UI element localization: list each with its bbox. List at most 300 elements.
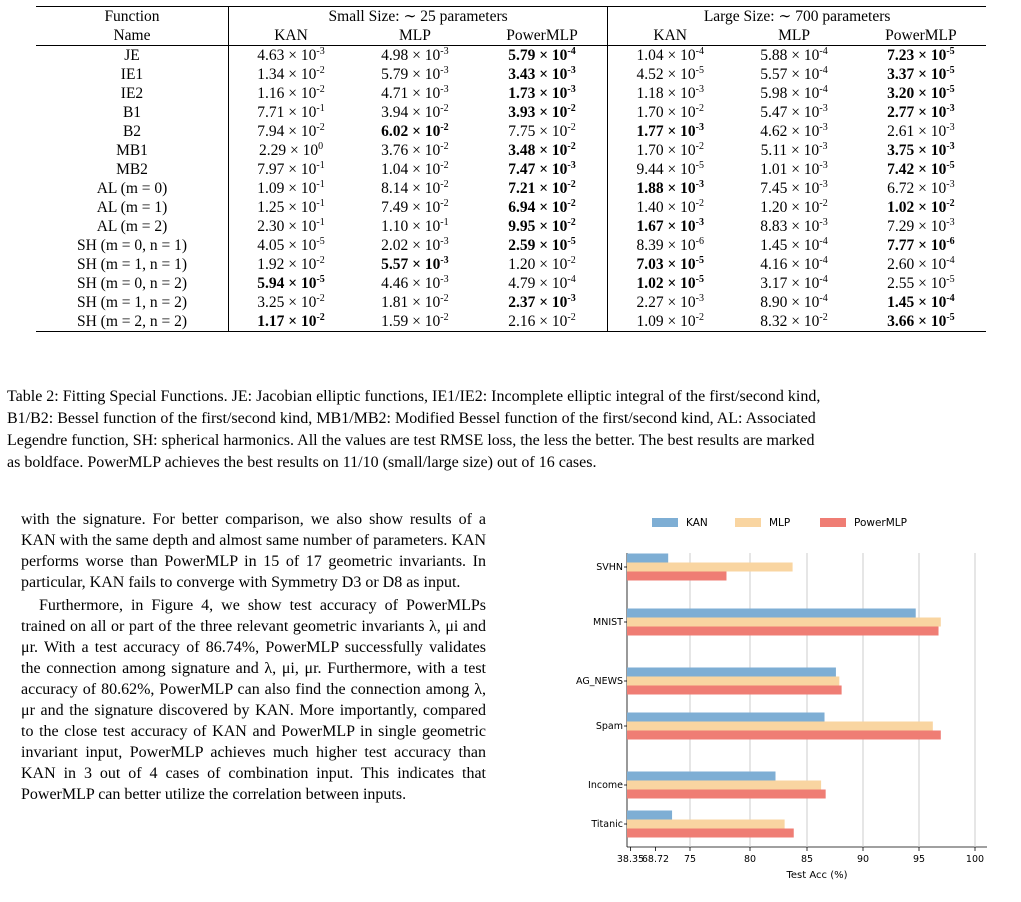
accuracy-chart — [560, 505, 1020, 895]
bar-mlp — [627, 781, 821, 790]
mantissa: 1.40 — [636, 199, 664, 216]
mantissa: 5.79 — [508, 47, 536, 64]
mantissa: 1.81 — [381, 294, 409, 311]
value-cell: $4.79 \times 10^{-4}$ — [477, 274, 608, 293]
exponent: -2 — [695, 103, 704, 114]
function-name-cell: AL (m = 1) — [36, 198, 229, 217]
value-cell: $7.23 \times 10^{-5}$ — [887, 46, 955, 64]
exponent: -3 — [819, 217, 828, 228]
exponent: -6 — [946, 236, 955, 247]
mantissa: 7.42 — [887, 161, 915, 178]
mantissa: 5.98 — [760, 85, 788, 102]
value-cell: $5.47 \times 10^{-3}$ — [760, 103, 828, 121]
value-cell: $1.18 \times 10^{-3}$ — [636, 84, 704, 102]
mantissa: 2.60 — [887, 256, 915, 273]
mantissa: 4.98 — [381, 47, 409, 64]
mantissa: 7.97 — [257, 161, 285, 178]
paragraph: Furthermore, in Figure 4, we show test accuracy of PowerMLPs trained on all or part of the three relevant geometric invariants λ, μi and μr. With a test accuracy of 86.74%, PowerMLP successfully validates the connection among signature and λ, μi, μr. Furthermore, with a test accuracy of 80.62%, PowerMLP can also find the connection among λ, μr and the signature discovered by KAN. More importantly, compared to the close test accuracy of KAN and PowerMLP in single geometric invariant input, PowerMLP achieves much higher test accuracy than KAN in 3 out of 4 cases of combination input. This indicates that PowerMLP can better utilize the correlation between inputs. — [21, 597, 486, 803]
exponent: -2 — [567, 255, 576, 266]
mantissa: 8.90 — [760, 294, 788, 311]
value-cell: $5.57 \times 10^{-4}$ — [760, 65, 828, 83]
mantissa: 7.23 — [887, 47, 915, 64]
exponent: -4 — [819, 236, 828, 247]
bar-mlp — [627, 820, 785, 829]
exponent: -3 — [819, 160, 828, 171]
exponent: -2 — [567, 122, 576, 133]
paragraph: with the signature. For better comparison, we also show results of a KAN with the same depth and almost same number of parameters. KAN performs worse than PowerMLP in 15 of 17 geometric invariants. In particular, KAN fails to converge with Symmetry D3 or D8 as input. — [21, 511, 486, 591]
exponent: -3 — [695, 122, 704, 133]
function-name-cell: SH (m = 1, n = 2) — [36, 293, 229, 312]
exponent: -2 — [440, 103, 449, 114]
mantissa: 2.30 — [257, 218, 285, 235]
value-cell: $8.83 \times 10^{-3}$ — [760, 217, 828, 235]
mantissa: 7.49 — [381, 199, 409, 216]
mantissa: 1.67 — [636, 218, 664, 235]
value-cell: $8.14 \times 10^{-2}$ — [381, 179, 449, 197]
mantissa: 5.47 — [760, 104, 788, 121]
value-cell: $1.20 \times 10^{-2}$ — [477, 255, 608, 274]
mantissa: 1.25 — [257, 199, 285, 216]
table-row — [36, 141, 986, 160]
table-body — [36, 46, 986, 332]
exponent: -3 — [567, 84, 576, 95]
bar-powermlp — [627, 790, 826, 799]
table-caption — [7, 386, 1017, 474]
mantissa: 1.04 — [636, 47, 664, 64]
exponent: -2 — [567, 103, 576, 114]
mantissa: 8.14 — [381, 180, 409, 197]
category-label: AG_NEWS — [576, 676, 623, 687]
table-row — [36, 198, 986, 217]
value-cell: $2.16 \times 10^{-2}$ — [477, 312, 608, 332]
value-cell: $1.81 \times 10^{-2}$ — [381, 293, 449, 311]
exponent: -1 — [440, 217, 449, 228]
exponent: -3 — [819, 122, 828, 133]
bar-powermlp — [627, 686, 842, 695]
category-label: Income — [588, 780, 623, 791]
mantissa: 4.16 — [760, 256, 788, 273]
mantissa: 1.02 — [636, 275, 664, 292]
exponent: -4 — [567, 46, 576, 57]
exponent: -3 — [567, 293, 576, 304]
exponent: -1 — [316, 217, 325, 228]
header-function: Function — [36, 7, 229, 27]
table-header-row-2 — [36, 26, 986, 46]
mantissa: 9.95 — [508, 218, 536, 235]
value-cell: $1.01 \times 10^{-3}$ — [760, 160, 828, 178]
value-cell: $1.02 \times 10^{-5}$ — [636, 274, 704, 292]
header-col: KAN — [229, 26, 354, 46]
exponent: -4 — [819, 255, 828, 266]
value-cell: $5.79 \times 10^{-4}$ — [477, 46, 608, 66]
exponent: -2 — [695, 141, 704, 152]
mantissa: 3.48 — [508, 142, 536, 159]
exponent: -3 — [946, 122, 955, 133]
value-cell: $3.75 \times 10^{-3}$ — [887, 141, 955, 159]
value-cell: $7.29 \times 10^{-3}$ — [887, 217, 955, 235]
chart-svg — [560, 505, 1020, 895]
exponent: -3 — [440, 46, 449, 57]
mantissa: 7.21 — [508, 180, 536, 197]
mantissa: 1.01 — [760, 161, 788, 178]
value-cell: $3.94 \times 10^{-2}$ — [381, 103, 449, 121]
value-cell: $8.90 \times 10^{-4}$ — [760, 293, 828, 311]
mantissa: 5.94 — [257, 275, 285, 292]
table-row — [36, 217, 986, 236]
mantissa: 7.29 — [887, 218, 915, 235]
bar-kan — [627, 713, 825, 722]
mantissa: 3.43 — [508, 66, 536, 83]
exponent: -5 — [695, 65, 704, 76]
mantissa: 1.45 — [760, 237, 788, 254]
mantissa: 1.70 — [636, 142, 664, 159]
mantissa: 4.46 — [381, 275, 409, 292]
exponent: -2 — [440, 122, 449, 133]
value-cell: $9.95 \times 10^{-2}$ — [477, 217, 608, 236]
x-tick-label: 38.35 — [616, 854, 645, 865]
results-table — [36, 6, 986, 332]
mantissa: 1.59 — [381, 313, 409, 330]
value-cell: $5.98 \times 10^{-4}$ — [760, 84, 828, 102]
exponent: -6 — [695, 236, 704, 247]
bar-mlp — [627, 563, 793, 572]
value-cell: $1.10 \times 10^{-1}$ — [381, 217, 449, 235]
exponent: -2 — [567, 217, 576, 228]
category-label: Spam — [595, 721, 623, 732]
exponent: -2 — [695, 198, 704, 209]
mantissa: 5.79 — [381, 66, 409, 83]
value-cell: $2.30 \times 10^{-1}$ — [257, 217, 325, 235]
exponent: -2 — [440, 293, 449, 304]
mantissa: 7.45 — [760, 180, 788, 197]
mantissa: 4.71 — [381, 85, 409, 102]
mantissa: 5.57 — [760, 66, 788, 83]
value-cell: $7.75 \times 10^{-2}$ — [477, 122, 608, 141]
exponent: -4 — [695, 46, 704, 57]
table-row — [36, 103, 986, 122]
exponent: -2 — [695, 312, 704, 323]
exponent: -5 — [316, 236, 325, 247]
value-cell: $4.52 \times 10^{-5}$ — [636, 65, 704, 83]
exponent: -2 — [819, 312, 828, 323]
exponent: -4 — [819, 274, 828, 285]
value-cell: $7.47 \times 10^{-3}$ — [477, 160, 608, 179]
caption-line: B1/B2: Bessel function of the first/second kind, MB1/MB2: Modified Bessel function of the first/second kind, AL: Associated — [7, 410, 816, 427]
mantissa: 8.32 — [760, 313, 788, 330]
value-cell: $1.40 \times 10^{-2}$ — [636, 198, 704, 216]
value-cell: $1.70 \times 10^{-2}$ — [636, 141, 704, 159]
exponent: -5 — [695, 255, 704, 266]
value-cell: $2.61 \times 10^{-3}$ — [887, 122, 955, 140]
value-cell: $3.20 \times 10^{-5}$ — [887, 84, 955, 102]
mantissa: 4.63 — [257, 47, 285, 64]
value-cell: $1.34 \times 10^{-2}$ — [257, 65, 325, 83]
exponent: -1 — [316, 198, 325, 209]
exponent: -2 — [316, 312, 325, 323]
mantissa: 1.77 — [636, 123, 664, 140]
value-cell: $7.77 \times 10^{-6}$ — [887, 236, 955, 254]
exponent: -3 — [946, 217, 955, 228]
header-large-size: Large Size: ∼ 700 parameters — [608, 7, 986, 27]
value-cell: $4.16 \times 10^{-4}$ — [760, 255, 828, 273]
function-name-cell: AL (m = 2) — [36, 217, 229, 236]
exponent: -3 — [567, 65, 576, 76]
x-tick-label: 95 — [912, 854, 926, 865]
value-cell: $1.59 \times 10^{-2}$ — [353, 312, 477, 332]
function-name-cell: AL (m = 0) — [36, 179, 229, 198]
value-cell: $1.02 \times 10^{-2}$ — [887, 198, 955, 216]
mantissa: 5.57 — [381, 256, 409, 273]
value-cell: $7.97 \times 10^{-1}$ — [257, 160, 325, 178]
exponent: -3 — [440, 274, 449, 285]
exponent: 0 — [318, 141, 324, 152]
table-row — [36, 255, 986, 274]
exponent: -2 — [440, 198, 449, 209]
value-cell: $3.93 \times 10^{-2}$ — [477, 103, 608, 122]
table-row — [36, 236, 986, 255]
mantissa: 3.17 — [760, 275, 788, 292]
mantissa: 1.34 — [257, 66, 285, 83]
value-cell: $1.04 \times 10^{-2}$ — [381, 160, 449, 178]
mantissa: 2.02 — [381, 237, 409, 254]
exponent: -2 — [567, 198, 576, 209]
mantissa: 4.62 — [760, 123, 788, 140]
mantissa: 1.10 — [381, 218, 409, 235]
value-cell: $2.02 \times 10^{-3}$ — [381, 236, 449, 254]
mantissa: 7.03 — [636, 256, 664, 273]
mantissa: 7.47 — [508, 161, 536, 178]
exponent: -3 — [440, 84, 449, 95]
mantissa: 3.94 — [381, 104, 409, 121]
function-name-cell: B2 — [36, 122, 229, 141]
x-tick-label: 100 — [965, 854, 985, 865]
exponent: -3 — [695, 217, 704, 228]
exponent: -4 — [819, 65, 828, 76]
value-cell: $8.39 \times 10^{-6}$ — [636, 236, 704, 254]
exponent: -2 — [440, 141, 449, 152]
value-cell: $1.45 \times 10^{-4}$ — [760, 236, 828, 254]
mantissa: 3.20 — [887, 85, 915, 102]
value-cell: $1.45 \times 10^{-4}$ — [887, 293, 955, 311]
value-cell: $9.44 \times 10^{-5}$ — [636, 160, 704, 178]
mantissa: 1.18 — [636, 85, 664, 102]
header-col: PowerMLP — [477, 26, 608, 46]
mantissa: 9.44 — [636, 161, 664, 178]
mantissa: 1.04 — [381, 161, 409, 178]
value-cell: $2.37 \times 10^{-3}$ — [477, 293, 608, 312]
exponent: -2 — [440, 312, 449, 323]
mantissa: 1.88 — [636, 180, 664, 197]
exponent: -4 — [946, 255, 955, 266]
function-name-cell: MB2 — [36, 160, 229, 179]
mantissa: 1.16 — [257, 85, 285, 102]
exponent: -3 — [440, 65, 449, 76]
exponent: -5 — [695, 274, 704, 285]
x-tick-label: 75 — [683, 854, 697, 865]
bar-mlp — [627, 722, 933, 731]
exponent: -3 — [695, 293, 704, 304]
value-cell: $7.94 \times 10^{-2}$ — [257, 122, 325, 140]
mantissa: 1.17 — [257, 313, 285, 330]
header-small-size: Small Size: ∼ 25 parameters — [229, 7, 608, 27]
mantissa: 3.25 — [257, 294, 285, 311]
exponent: -4 — [819, 46, 828, 57]
value-cell: $1.09 \times 10^{-1}$ — [257, 179, 325, 197]
value-cell: $2.59 \times 10^{-5}$ — [477, 236, 608, 255]
exponent: -2 — [567, 312, 576, 323]
table-row — [36, 179, 986, 198]
exponent: -5 — [695, 160, 704, 171]
value-cell: $5.57 \times 10^{-3}$ — [381, 255, 449, 273]
x-tick-label: 85 — [800, 854, 814, 865]
function-name-cell: SH (m = 1, n = 1) — [36, 255, 229, 274]
legend-label: MLP — [769, 517, 791, 529]
mantissa: 7.71 — [257, 104, 285, 121]
exponent: -3 — [819, 179, 828, 190]
exponent: -2 — [316, 255, 325, 266]
exponent: -2 — [946, 198, 955, 209]
header-col: KAN — [608, 26, 733, 46]
value-cell: $4.62 \times 10^{-3}$ — [760, 122, 828, 140]
mantissa: 6.94 — [508, 199, 536, 216]
exponent: -4 — [819, 84, 828, 95]
value-cell: $3.17 \times 10^{-4}$ — [760, 274, 828, 292]
value-cell: $5.11 \times 10^{-3}$ — [760, 141, 828, 159]
mantissa: 2.27 — [636, 294, 664, 311]
mantissa: 8.39 — [636, 237, 664, 254]
function-name-cell: MB1 — [36, 141, 229, 160]
function-name-cell: JE — [36, 46, 229, 66]
value-cell: $7.71 \times 10^{-1}$ — [257, 103, 325, 121]
exponent: -2 — [316, 84, 325, 95]
value-cell: $4.63 \times 10^{-3}$ — [257, 46, 325, 64]
bar-powermlp — [627, 572, 726, 581]
value-cell: $1.17 \times 10^{-2}$ — [229, 312, 354, 332]
exponent: -2 — [316, 122, 325, 133]
value-cell: $1.77 \times 10^{-3}$ — [636, 122, 704, 140]
exponent: -5 — [946, 46, 955, 57]
function-name-cell: B1 — [36, 103, 229, 122]
mantissa: 1.70 — [636, 104, 664, 121]
value-cell: $3.48 \times 10^{-2}$ — [477, 141, 608, 160]
value-cell: $1.20 \times 10^{-2}$ — [760, 198, 828, 216]
value-cell: $8.32 \times 10^{-2}$ — [732, 312, 856, 332]
bar-mlp — [627, 677, 839, 686]
value-cell: $5.79 \times 10^{-3}$ — [381, 65, 449, 83]
legend-swatch — [735, 518, 761, 527]
table-row — [36, 293, 986, 312]
table-row — [36, 46, 986, 66]
caption-line: Table 2: Fitting Special Functions. JE: Jacobian elliptic functions, IE1/IE2: Incomplete elliptic integral of the first/second kind, — [7, 388, 821, 405]
exponent: -1 — [316, 179, 325, 190]
body-text — [21, 509, 486, 807]
value-cell: $3.76 \times 10^{-2}$ — [381, 141, 449, 159]
value-cell: $3.37 \times 10^{-5}$ — [887, 65, 955, 83]
mantissa: 3.93 — [508, 104, 536, 121]
mantissa: 7.77 — [887, 237, 915, 254]
value-cell: $5.94 \times 10^{-5}$ — [257, 274, 325, 292]
exponent: -5 — [946, 160, 955, 171]
value-cell: $6.02 \times 10^{-2}$ — [381, 122, 449, 140]
exponent: -2 — [316, 293, 325, 304]
x-axis-label: Test Acc (%) — [786, 870, 848, 881]
table-row — [36, 312, 986, 332]
exponent: -3 — [316, 46, 325, 57]
mantissa: 8.83 — [760, 218, 788, 235]
value-cell: $7.42 \times 10^{-5}$ — [887, 160, 955, 178]
bar-powermlp — [627, 829, 794, 838]
value-cell: $4.46 \times 10^{-3}$ — [381, 274, 449, 292]
exponent: -2 — [567, 179, 576, 190]
table-row — [36, 274, 986, 293]
exponent: -4 — [946, 293, 955, 304]
bar-powermlp — [627, 731, 941, 740]
mantissa: 2.77 — [887, 104, 915, 121]
x-tick-label: 90 — [856, 854, 870, 865]
category-label: MNIST — [593, 617, 623, 628]
bar-kan — [627, 772, 776, 781]
value-cell: $7.45 \times 10^{-3}$ — [760, 179, 828, 197]
value-cell: $2.55 \times 10^{-5}$ — [887, 274, 955, 292]
function-name-cell: SH (m = 0, n = 2) — [36, 274, 229, 293]
exponent: -5 — [946, 65, 955, 76]
mantissa: 6.02 — [381, 123, 409, 140]
exponent: -3 — [946, 141, 955, 152]
function-name-cell: SH (m = 0, n = 1) — [36, 236, 229, 255]
category-label: SVHN — [596, 562, 623, 573]
value-cell: $1.92 \times 10^{-2}$ — [257, 255, 325, 273]
mantissa: 7.94 — [257, 123, 285, 140]
value-cell: $3.25 \times 10^{-2}$ — [257, 293, 325, 311]
exponent: -3 — [819, 103, 828, 114]
mantissa: 2.59 — [508, 237, 536, 254]
function-name-cell: SH (m = 2, n = 2) — [36, 312, 229, 332]
x-tick-label: 68.72 — [641, 854, 670, 865]
table-header-row-1 — [36, 7, 986, 27]
value-cell: $1.67 \times 10^{-3}$ — [636, 217, 704, 235]
exponent: -1 — [316, 103, 325, 114]
table-row — [36, 122, 986, 141]
exponent: -3 — [946, 103, 955, 114]
value-cell: $1.09 \times 10^{-2}$ — [608, 312, 733, 332]
mantissa: 1.09 — [636, 313, 664, 330]
mantissa: 7.75 — [508, 123, 536, 140]
value-cell: $2.27 \times 10^{-3}$ — [636, 293, 704, 311]
exponent: -1 — [316, 160, 325, 171]
caption-line: Legendre function, SH: spherical harmonics. All the values are test RMSE loss, the less the better. The best results are marked — [7, 432, 815, 449]
mantissa: 2.61 — [887, 123, 915, 140]
mantissa: 3.75 — [887, 142, 915, 159]
mantissa: 1.09 — [257, 180, 285, 197]
table-row — [36, 84, 986, 103]
value-cell: $7.49 \times 10^{-2}$ — [381, 198, 449, 216]
exponent: -2 — [440, 179, 449, 190]
value-cell: $2.77 \times 10^{-3}$ — [887, 103, 955, 121]
bar-kan — [627, 811, 672, 820]
value-cell: $2.60 \times 10^{-4}$ — [887, 255, 955, 273]
x-tick-label: 80 — [743, 854, 757, 865]
value-cell: $6.94 \times 10^{-2}$ — [477, 198, 608, 217]
exponent: -4 — [819, 293, 828, 304]
legend-label: PowerMLP — [854, 517, 907, 529]
mantissa: 2.55 — [887, 275, 915, 292]
value-cell: $7.21 \times 10^{-2}$ — [477, 179, 608, 198]
function-name-cell: IE1 — [36, 65, 229, 84]
table-row — [36, 160, 986, 179]
exponent: -2 — [567, 141, 576, 152]
mantissa: 3.37 — [887, 66, 915, 83]
mantissa: 4.52 — [636, 66, 664, 83]
